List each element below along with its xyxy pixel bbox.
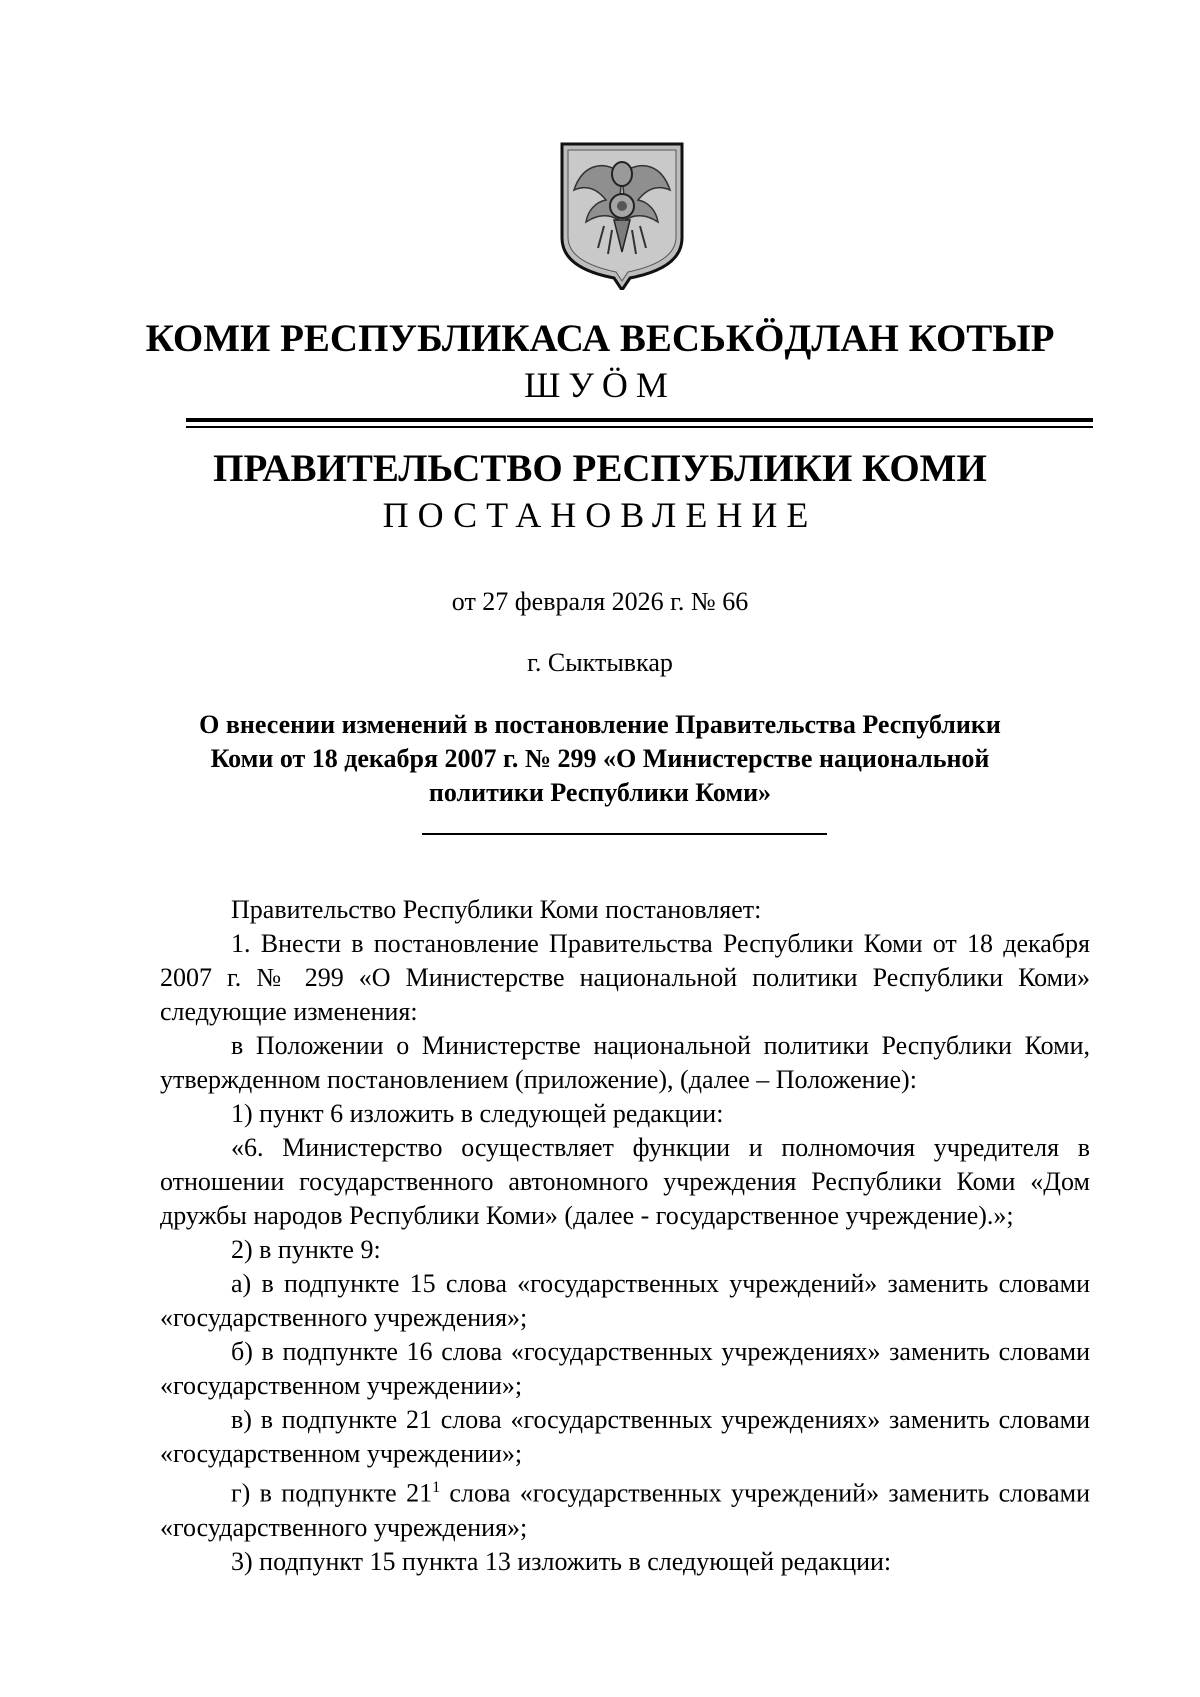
body-paragraph	[160, 1471, 1090, 1545]
document-title-line: Коми от 18 декабря 2007 г. № 299 «О Министерстве национальной	[210, 744, 990, 773]
document-date-number: от 27 февраля 2026 г. № 66	[451, 587, 749, 616]
komi-document-type: ШУӦМ	[524, 365, 676, 405]
body-text: слова «государственных учреждений» заменить словами «государственного учреждения»;	[160, 1478, 1090, 1542]
coat-of-arms-icon	[558, 140, 686, 290]
body-paragraph: Правительство Республики Коми постановляет:	[231, 895, 762, 924]
body-paragraph: а) в подпункте 15 слова «государственных учреждений» заменить словами «государственного учреждения»;	[160, 1269, 1090, 1332]
document-body	[160, 893, 1090, 1579]
russian-government-title: ПРАВИТЕЛЬСТВО РЕСПУБЛИКИ КОМИ	[213, 447, 987, 490]
title-underline	[422, 833, 827, 835]
superscript-index: 1	[432, 1479, 441, 1496]
document-city: г. Сыктывкар	[527, 648, 673, 677]
body-paragraph: б) в подпункте 16 слова «государственных учреждениях» заменить словами «государственном учреждении»;	[160, 1337, 1090, 1400]
body-paragraph: «6. Министерство осуществляет функции и полномочия учредителя в отношении государственного автономного учреждения Республики Коми «Дом дружбы народов Республики Коми» (далее - государственное учреждение).»;	[160, 1133, 1090, 1230]
document-title-line: О внесении изменений в постановление Правительства Республики	[199, 710, 1001, 739]
header-divider-thin	[186, 426, 1093, 428]
document-title-line: политики Республики Коми»	[428, 778, 772, 807]
komi-government-title: КОМИ РЕСПУБЛИКАСА ВЕСЬКӦДЛАН КОТЫР	[145, 317, 1055, 360]
body-paragraph: в Положении о Министерстве национальной политики Республики Коми, утвержденном постановлением (приложение), (далее – Положение):	[160, 1031, 1090, 1094]
header-divider-thick	[186, 418, 1093, 422]
body-paragraph: в) в подпункте 21 слова «государственных учреждениях» заменить словами «государственном учреждении»;	[160, 1405, 1090, 1468]
body-paragraph: 1. Внести в постановление Правительства Республики Коми от 18 декабря 2007 г. № 299 «О Министерстве национальной политики Республики Коми» следующие изменения:	[160, 929, 1090, 1026]
body-paragraph: 1) пункт 6 изложить в следующей редакции:	[231, 1099, 724, 1128]
russian-document-type: ПОСТАНОВЛЕНИЕ	[382, 495, 818, 535]
document-title	[0, 708, 1200, 810]
body-paragraph: 2) в пункте 9:	[231, 1235, 381, 1264]
body-paragraph: 3) подпункт 15 пункта 13 изложить в следующей редакции:	[231, 1546, 892, 1576]
body-text: г) в подпункте 21	[231, 1478, 433, 1508]
